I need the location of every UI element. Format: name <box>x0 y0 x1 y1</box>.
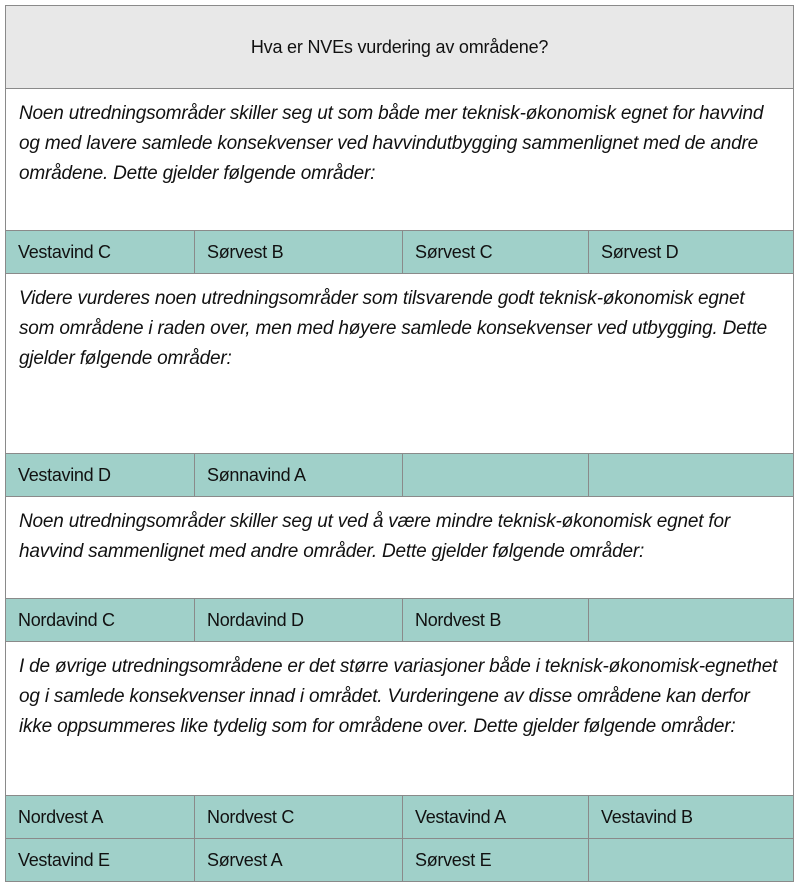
area-row <box>6 231 794 274</box>
area-row <box>6 839 794 882</box>
section-text-row <box>6 89 794 231</box>
area-cell-empty <box>589 454 794 497</box>
section-description: Videre vurderes noen utredningsområder som tilsvarende godt teknisk-økonomisk egnet som områdene i raden over, men med høyere samlede konsekvenser ved utbygging. Dette gjelder følgende områder: <box>6 274 794 454</box>
area-cell-empty <box>403 454 589 497</box>
area-cell: Nordavind D <box>195 599 403 642</box>
area-cell: Vestavind C <box>6 231 195 274</box>
area-cell-empty <box>589 599 794 642</box>
area-cell: Nordvest A <box>6 796 195 839</box>
area-cell: Nordvest C <box>195 796 403 839</box>
section-description: I de øvrige utredningsområdene er det større variasjoner både i teknisk-økonomisk-egnethet og i samlede konsekvenser innad i området. Vurderingene av disse områdene kan derfor ikke oppsummeres like tydelig som for områdene over. Dette gjelder følgende områder: <box>6 642 794 796</box>
section-text-row <box>6 497 794 599</box>
area-cell: Vestavind D <box>6 454 195 497</box>
area-cell-empty <box>589 839 794 882</box>
section-description: Noen utredningsområder skiller seg ut som både mer teknisk-økonomisk egnet for havvind og med lavere samlede konsekvenser ved havvindutbygging sammenlignet med de andre områdene. Dette gjelder følgende områder: <box>6 89 794 231</box>
table-heading: Hva er NVEs vurdering av områdene? <box>6 6 794 89</box>
area-row <box>6 599 794 642</box>
area-cell: Vestavind E <box>6 839 195 882</box>
section-text-row <box>6 642 794 796</box>
area-cell: Sørvest A <box>195 839 403 882</box>
section-description: Noen utredningsområder skiller seg ut ved å være mindre teknisk-økonomisk egnet for havvind sammenlignet med andre områder. Dette gjelder følgende områder: <box>6 497 794 599</box>
area-cell: Sørvest D <box>589 231 794 274</box>
area-cell: Sørvest E <box>403 839 589 882</box>
header-row <box>6 6 794 89</box>
area-row <box>6 796 794 839</box>
assessment-table <box>5 5 794 882</box>
area-cell: Vestavind B <box>589 796 794 839</box>
area-cell: Sørvest C <box>403 231 589 274</box>
area-row <box>6 454 794 497</box>
area-cell: Sørvest B <box>195 231 403 274</box>
section-text-row <box>6 274 794 454</box>
area-cell: Vestavind A <box>403 796 589 839</box>
area-cell: Nordvest B <box>403 599 589 642</box>
area-cell: Sønnavind A <box>195 454 403 497</box>
area-cell: Nordavind C <box>6 599 195 642</box>
